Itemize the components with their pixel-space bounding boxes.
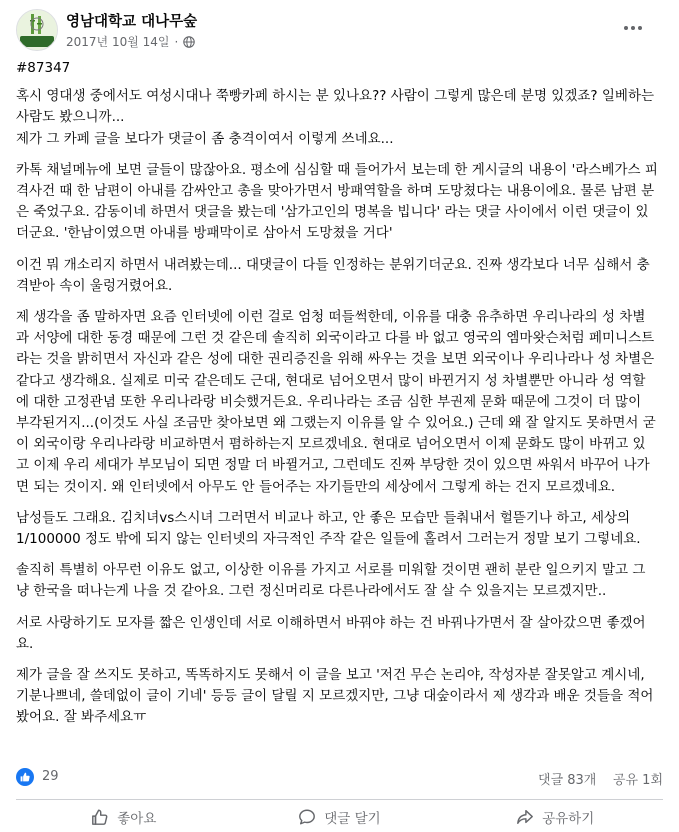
- share-count[interactable]: 공유 1회: [612, 773, 663, 788]
- post-paragraph: 서로 사랑하기도 모자를 짧은 인생인데 서로 이해하면서 바꿔야 하는 건 바꿔나가면서 잘 살아갔으면 좋겠어요.: [16, 614, 646, 652]
- dot-icon: [624, 26, 628, 30]
- post-paragraph: 카톡 채널메뉴에 보면 글들이 많잖아요. 평소에 심심할 때 들어가서 보는데 한 게시글의 내용이 '라스베가스 피격사건 때 한 남편이 아내를 감싸안고 총을 맞아가면서 방패역할을 하며 도망쳤다는 내용이에요. 물론 남편 분은 죽었구요. 감동이네 하면서 댓글을 봤는데 '삼가고인의 명복을 빕니다' 라는 댓글 사이에서 이런 댓글이 있더군요. '한남이였으면 아내를 방패막이로 삼아서 도망쳤을 거다': [16, 161, 658, 242]
- action-bar: [16, 801, 663, 832]
- post-paragraph: 제 생각을 좀 말하자면 요즘 인터넷에 이런 걸로 엄청 떠들썩한데, 이유를 대충 유추하면 우리나라의 성 차별과 서양에 대한 동경 때문에 그런 것 같은데 솔직히 외국이라고 다를 바 없고 영국의 엠마왓슨처럼 페미니스트라는 것을 밝히면서 자신과 같은 성에 대한 권리증진을 위해 싸우는 것을 보면 외국이나 우리나라나 성 차별은 같다고 생각해요. 실제로 미국 같은데도 근대, 현대로 넘어오면서 많이 바뀐거지 성 차별뿐만 아니라 성 역할에 대한 고정관념 또한 우리나라랑 비슷했거든요. 우리나라는 조금 심한 부권제 문화 때문에 그것이 더 많이 부각된거지...(이것도 사실 조금만 찾아보면 왜 그랬는지 이유를 알 수 있어요.) 근데 왜 잘 알지도 못하면서 굳이 외국이랑 우리나라랑 비교하면서 폄하하는지 모르겠네요. 현대로 넘어오면서 이제 문화도 많이 바뀌고 있고 이제 우리 세대가 부모님이 되면 정말 더 바뀔거고, 그런데도 진짜 부당한 것이 있으면 싸워서 바꾸어 나가면 되는 것이지. 왜 인터넷에서 아무도 안 들어주는 자기들만의 세상에서 그렇게 하는 건지 모르겠네요.: [16, 309, 656, 495]
- post-hashtag[interactable]: #87347: [16, 60, 71, 76]
- comment-button[interactable]: [232, 801, 448, 832]
- meta-separator: ·: [174, 34, 179, 49]
- post-paragraph: 솔직히 특별히 아무런 이유도 없고, 이상한 이유를 가지고 서로를 미워할 것이면 괜히 분란 일으키지 말고 그냥 한국을 떠나는게 나을 것 같아요. 그런 정신머리로 다른나라에서도 잘 살 수 있을지는 모르겠지만..: [16, 562, 646, 600]
- page-avatar[interactable]: [16, 9, 58, 51]
- like-reaction-icon[interactable]: [16, 768, 34, 786]
- comment-icon: [298, 808, 316, 826]
- bamboo-logo-icon: [17, 10, 57, 50]
- like-button-label: 좋아요: [117, 810, 157, 827]
- share-button-label: 공유하기: [542, 810, 595, 827]
- dot-icon: [638, 26, 642, 30]
- post-header: [0, 0, 679, 58]
- post-meta: [66, 33, 195, 50]
- thumbs-up-icon: [20, 772, 30, 782]
- comment-button-label: 댓글 달기: [324, 810, 381, 827]
- share-icon: [516, 808, 534, 826]
- post-paragraph: 남성들도 그래요. 김치녀vs스시녀 그러면서 비교나 하고, 안 좋은 모습만 들춰내서 헐뜯기나 하고, 세상의 1/100000 정도 밖에 되지 않는 인터넷의 자극적인 주작 같은 일들에 홀려서 그러는거 정말 보기 그렇네요.: [16, 509, 641, 548]
- post-paragraph: 혹시 영대생 중에서도 여성시대나 쭉빵카페 하시는 분 있나요?? 사람이 그렇게 많은데 분명 있겠죠? 일베하는 사람도 봤으니까... 제가 그 카페 글을 보다가 댓글이 좀 충격이여서 이렇게 쓰네요...: [16, 88, 655, 147]
- engagement-counts: [538, 769, 663, 788]
- post-timestamp[interactable]: 2017년 10월 14일: [66, 35, 170, 49]
- divider: [16, 799, 663, 800]
- share-button[interactable]: [447, 801, 663, 832]
- post-body: [16, 58, 658, 739]
- dot-icon: [631, 26, 635, 30]
- globe-icon: [183, 36, 195, 48]
- post-paragraph: 이건 뭐 개소리지 하면서 내려봤는데... 대댓글이 다들 인정하는 분위기더군요. 진짜 생각보다 너무 심해서 충격받아 속이 울렁거렸어요.: [16, 256, 650, 294]
- like-button[interactable]: [16, 801, 232, 832]
- page-name[interactable]: 영남대학교 대나무숲: [66, 14, 198, 30]
- comment-count[interactable]: 댓글 83개: [538, 773, 597, 788]
- like-count[interactable]: 29: [42, 769, 59, 784]
- count-spacer: [601, 773, 609, 788]
- more-options-button[interactable]: [615, 10, 651, 46]
- thumbs-up-icon: [91, 808, 109, 826]
- reaction-summary: [16, 766, 663, 790]
- post-paragraph: 제가 글을 잘 쓰지도 못하고, 똑똑하지도 못해서 이 글을 보고 '저건 무슨 논리야, 작성자분 잘못알고 계시네, 기분나쁘네, 쓸데없이 글이 기네' 등등 글이 달릴 지 모르겠지만, 그냥 대숲이라서 제 생각과 배운 것들을 적어 봤어요. 잘 봐주세요ㅠ: [16, 667, 654, 726]
